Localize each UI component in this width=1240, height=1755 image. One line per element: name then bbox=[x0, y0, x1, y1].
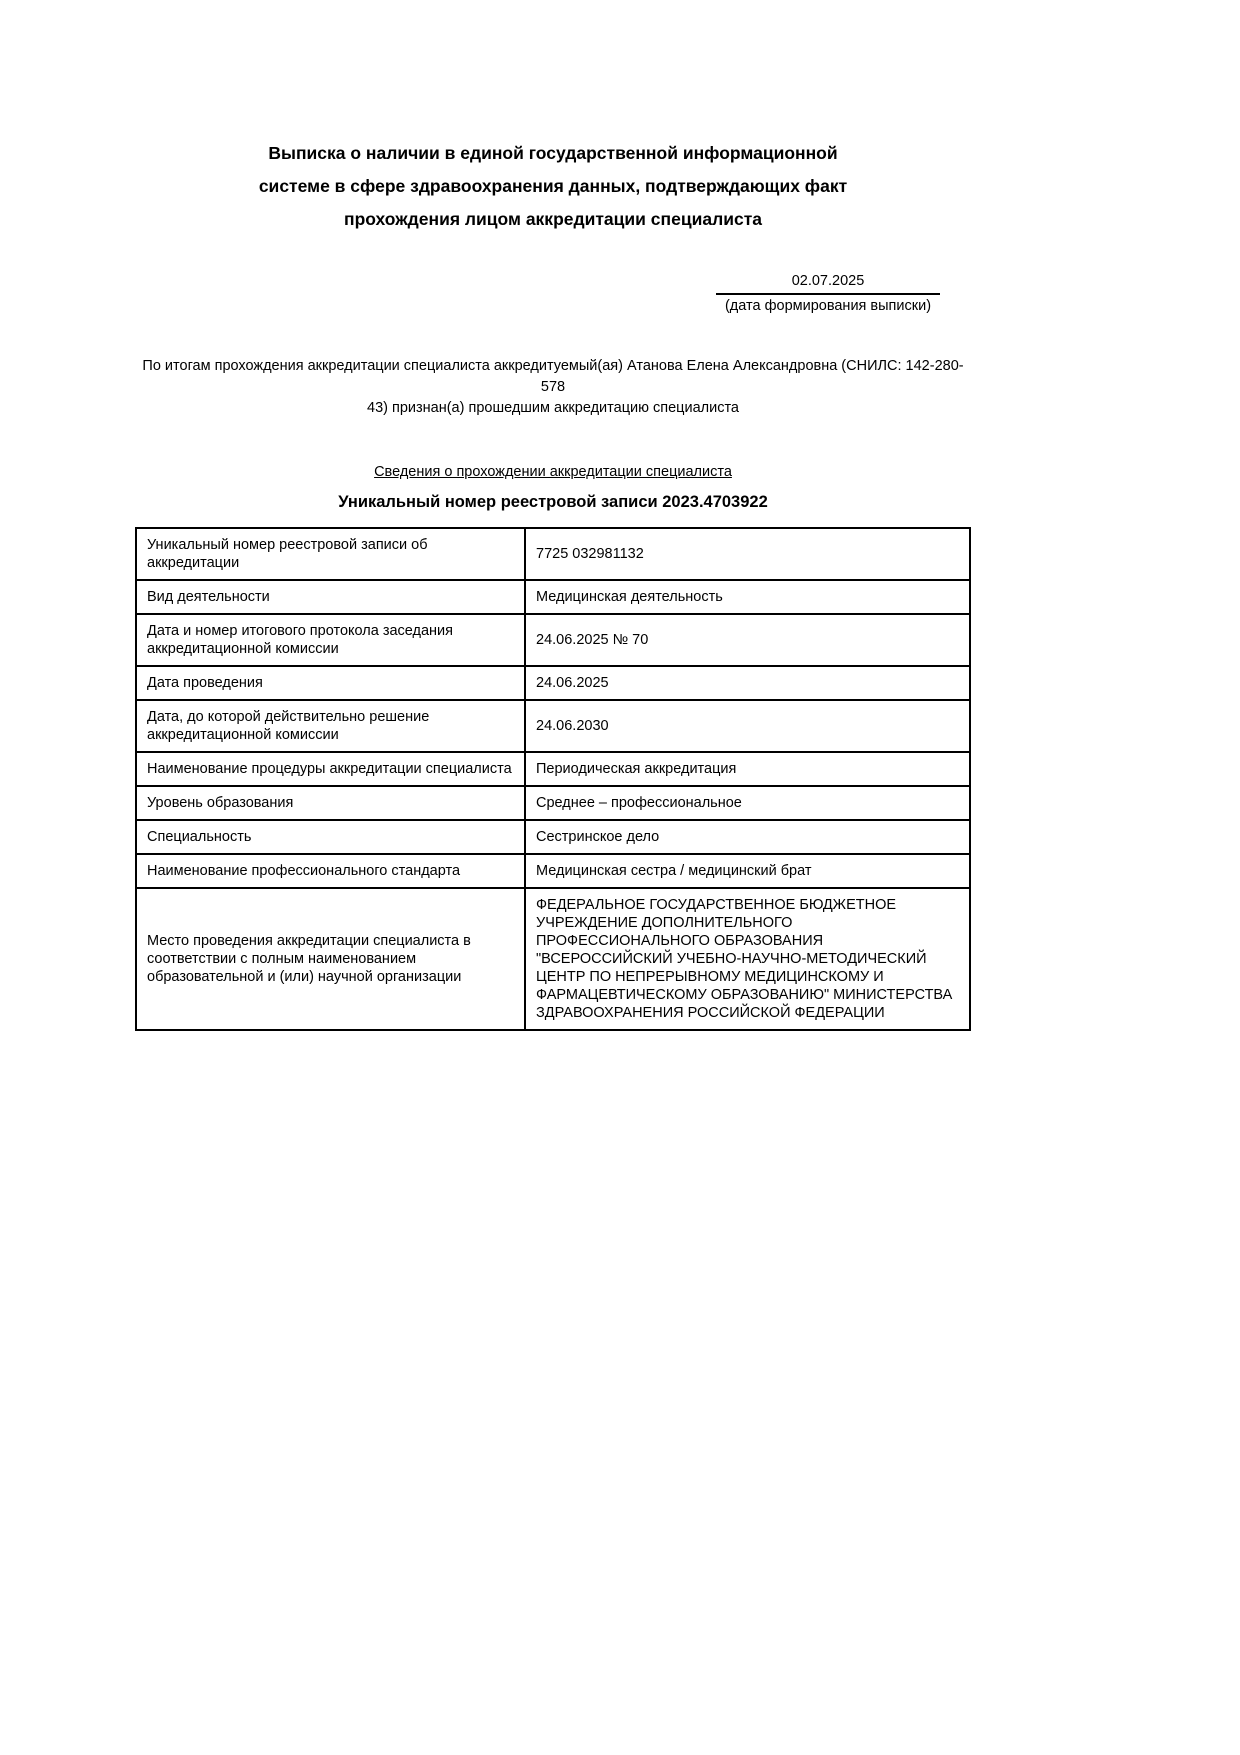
table-row bbox=[136, 614, 970, 666]
accreditation-section-header: Сведения о прохождении аккредитации специалиста bbox=[374, 464, 732, 480]
row-label-cell: Наименование профессионального стандарта bbox=[136, 854, 525, 888]
document-title-line-2: системе в сфере здравоохранения данных, подтверждающих факт bbox=[258, 176, 848, 196]
table-row bbox=[136, 752, 970, 786]
issue-date-caption: (дата формирования выписки) bbox=[724, 298, 932, 314]
row-label-cell: Вид деятельности bbox=[136, 580, 525, 614]
document-content bbox=[135, 0, 971, 1031]
row-label-cell: Дата проведения bbox=[136, 666, 525, 700]
table-row bbox=[136, 700, 970, 752]
row-label-cell: Дата, до которой действительно решение аккредитационной комиссии bbox=[136, 700, 525, 752]
row-label-cell: Место проведения аккредитации специалиста в соответствии с полным наименованием образовательной и (или) научной организации bbox=[136, 888, 525, 1030]
row-label-cell: Наименование процедуры аккредитации специалиста bbox=[136, 752, 525, 786]
intro-paragraph-line-2: 43) признан(а) прошедшим аккредитацию специалиста bbox=[367, 400, 739, 416]
row-value-cell: Медицинская деятельность bbox=[525, 580, 970, 614]
row-value-cell: ФЕДЕРАЛЬНОЕ ГОСУДАРСТВЕННОЕ БЮДЖЕТНОЕ УЧРЕЖДЕНИЕ ДОПОЛНИТЕЛЬНОГО ПРОФЕССИОНАЛЬНОГО ОБРАЗОВАНИЯ "ВСЕРОССИЙСКИЙ УЧЕБНО-НАУЧНО-МЕТОДИЧЕСКИЙ ЦЕНТР ПО НЕПРЕРЫВНОМУ МЕДИЦИНСКОМУ И ФАРМАЦЕВТИЧЕСКОМУ ОБРАЗОВАНИЮ" МИНИСТЕРСТВА ЗДРАВООХРАНЕНИЯ РОССИЙСКОЙ ФЕДЕРАЦИИ bbox=[525, 888, 970, 1030]
table-row bbox=[136, 786, 970, 820]
row-label-cell: Уникальный номер реестровой записи об аккредитации bbox=[136, 528, 525, 580]
table-row bbox=[136, 854, 970, 888]
row-value-cell: 24.06.2025 bbox=[525, 666, 970, 700]
row-value-cell: 7725 032981132 bbox=[525, 528, 970, 580]
row-label-cell: Специальность bbox=[136, 820, 525, 854]
row-label-cell: Уровень образования bbox=[136, 786, 525, 820]
table-row bbox=[136, 820, 970, 854]
row-value-cell: 24.06.2025 № 70 bbox=[525, 614, 970, 666]
row-value-cell: Периодическая аккредитация bbox=[525, 752, 970, 786]
table-row bbox=[136, 888, 970, 1030]
document-title bbox=[135, 137, 971, 236]
intro-paragraph bbox=[135, 356, 971, 419]
row-value-cell: Среднее – профессиональное bbox=[525, 786, 970, 820]
table-row bbox=[136, 666, 970, 700]
document-title-line-3: прохождения лицом аккредитации специалиста bbox=[344, 209, 762, 229]
issue-date: 02.07.2025 bbox=[716, 272, 940, 295]
table-row bbox=[136, 528, 970, 580]
table-row bbox=[136, 580, 970, 614]
document-title-line-1: Выписка о наличии в единой государственной информационной bbox=[268, 143, 838, 163]
intro-paragraph-line-1: По итогам прохождения аккредитации специалиста аккредитуемый(ая) Атанова Елена Александровна (СНИЛС: 142-280-578 bbox=[142, 358, 964, 395]
accreditation-table bbox=[135, 527, 971, 1031]
row-value-cell: 24.06.2030 bbox=[525, 700, 970, 752]
row-value-cell: Медицинская сестра / медицинский брат bbox=[525, 854, 970, 888]
row-label-cell: Дата и номер итогового протокола заседания аккредитационной комиссии bbox=[136, 614, 525, 666]
registry-number-title: Уникальный номер реестровой записи 2023.4703922 bbox=[338, 493, 768, 511]
row-value-cell: Сестринское дело bbox=[525, 820, 970, 854]
issue-date-block bbox=[716, 272, 940, 315]
